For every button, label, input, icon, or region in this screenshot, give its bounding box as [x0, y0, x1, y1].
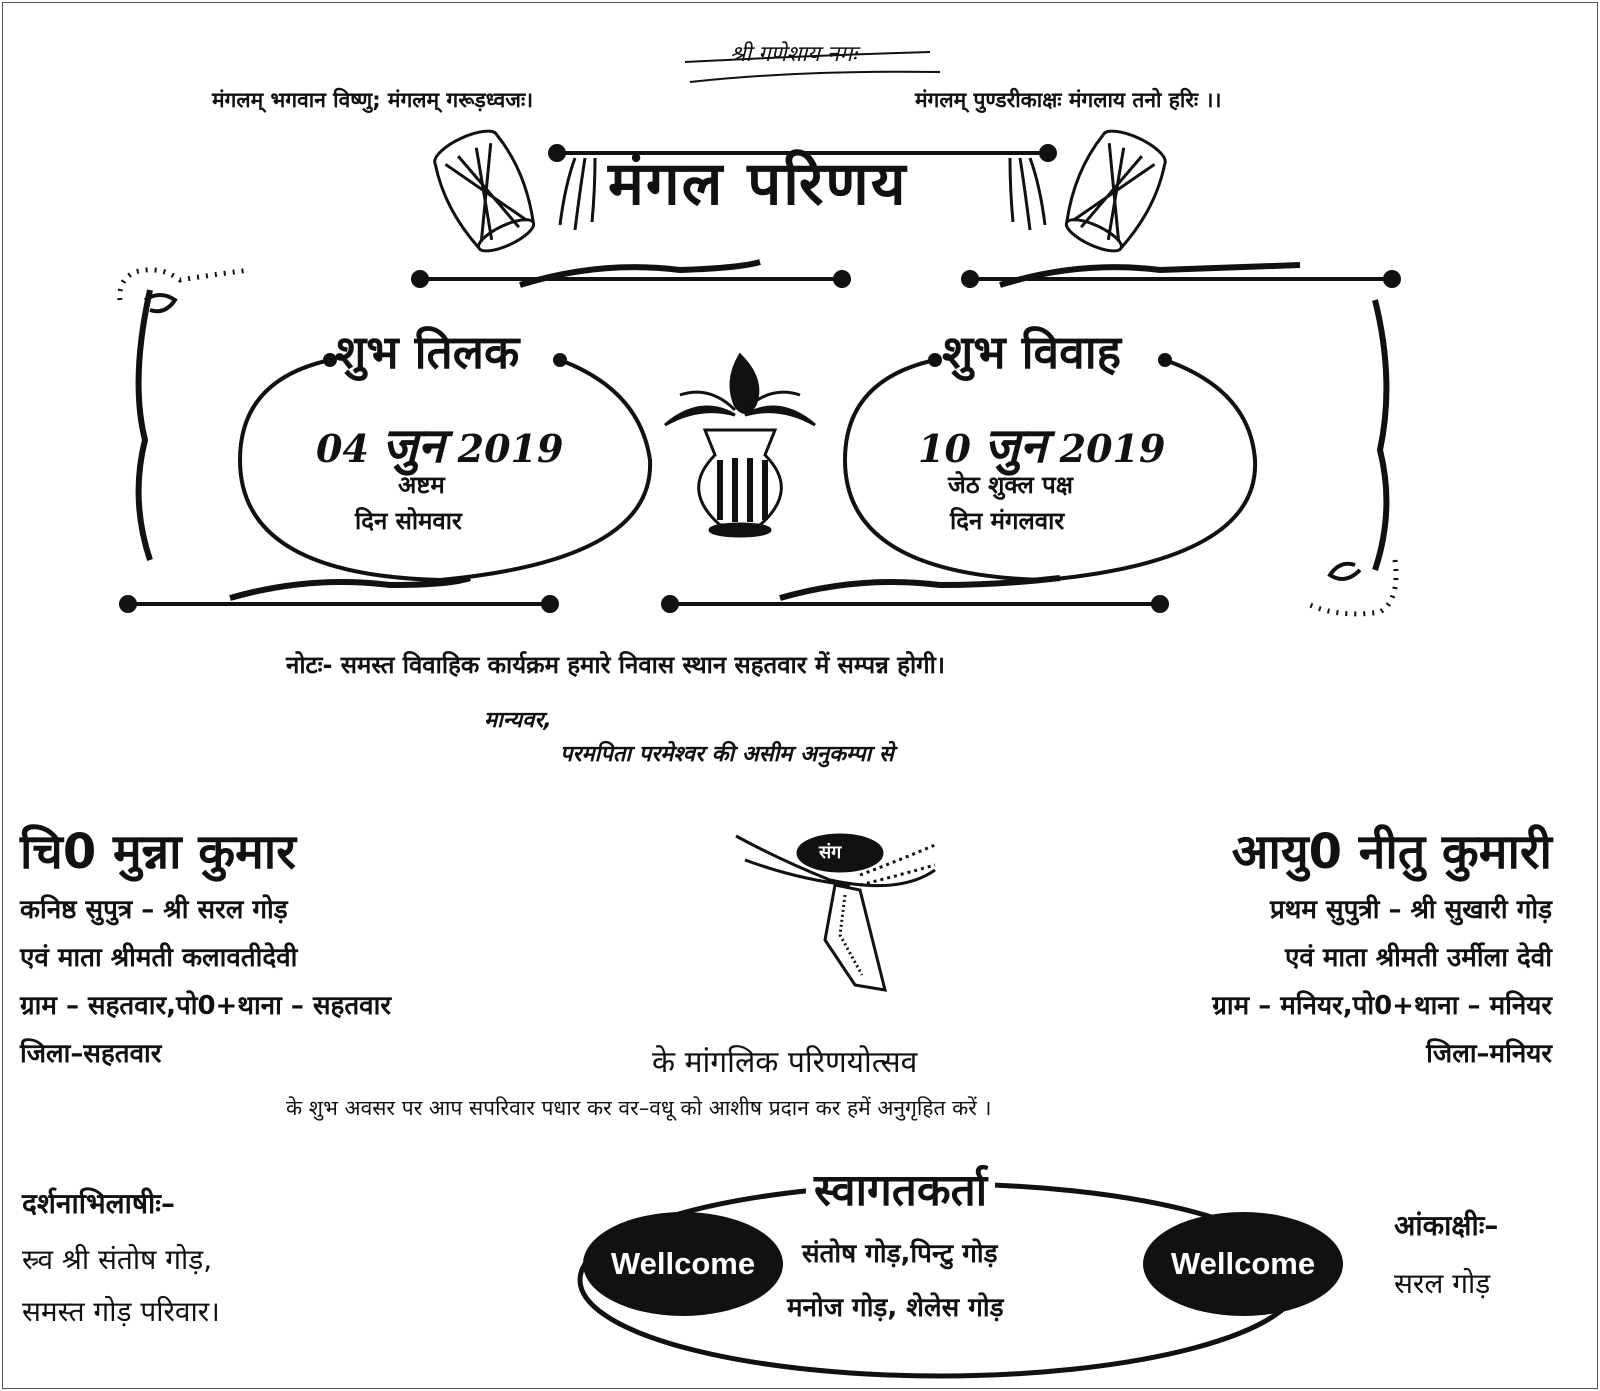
vivah-year: 2019 — [1059, 426, 1166, 471]
bride-line: जिला–मनियर — [1426, 1039, 1552, 1069]
tilak-tithi: अष्टम — [398, 471, 445, 499]
groom-line: ग्राम – सहतवार,पो0+थाना – सहतवार — [20, 991, 391, 1021]
dholak-drum-left-icon — [426, 122, 546, 261]
groom-line: जिला–सहतवार — [20, 1039, 162, 1069]
bride-name: आयु0 नीतु कुमारी — [1231, 824, 1552, 880]
sang-badge: संग — [819, 842, 842, 863]
kalash-icon — [665, 355, 815, 536]
tilak-year: 2019 — [457, 426, 564, 471]
swagatkarta-line-2: मनोज गोड़, शेलेस गोड़ — [787, 1293, 1004, 1323]
vivah-month: जुन — [984, 418, 1047, 474]
bride-line: प्रथम सुपुत्री – श्री सुखारी गोड़ — [1269, 895, 1552, 925]
mantra-right: मंगलम् पुण्डरीकाक्षः मंगलाय तनो हरिः ।। — [915, 88, 1222, 112]
mantra-left: मंगलम् भगवान विष्णु; मंगलम् गरूड़ध्वजः। — [212, 88, 534, 112]
tilak-month: जुन — [382, 418, 445, 474]
bride-line: ग्राम – मनियर,पो0+थाना – मनियर — [1212, 991, 1552, 1021]
vivah-title: शुभ विवाह — [942, 325, 1122, 379]
welcome-left-label: Wellcome — [610, 1246, 756, 1281]
swagatkarta-heading: स्वागतकर्ता — [806, 1158, 995, 1218]
akankshi-name: सरल गोड़ — [1394, 1267, 1491, 1300]
tilak-day: 04 — [316, 426, 369, 471]
swagatkarta-line-1: संतोष गोड़,पिन्टु गोड़ — [802, 1239, 998, 1269]
vivah-day: 10 — [918, 426, 971, 471]
vivah-weekday: दिन मंगलवार — [950, 507, 1065, 535]
groom-name: चि0 मुन्ना कुमार — [20, 824, 296, 880]
event-name: के मांगलिक परिणयोत्सव — [652, 1045, 918, 1080]
page-title: मंगल परिणय — [608, 149, 908, 219]
welcome-right-label: Wellcome — [1170, 1246, 1316, 1281]
tilak-title: शुभ तिलक — [335, 325, 520, 379]
dholak-drum-right-icon — [1055, 122, 1175, 261]
salutation: मान्यवर, — [484, 708, 552, 733]
vivah-tithi: जेठ शुक्ल पक्ष — [948, 471, 1073, 499]
groom-line: कनिष्ठ सुपुत्र – श्री सरल गोड़ — [20, 895, 288, 925]
groom-line: एवं माता श्रीमती कलावतीदेवी — [20, 943, 298, 973]
tilak-weekday: दिन सोमवार — [355, 507, 462, 535]
invitation-line: के शुभ अवसर पर आप सपरिवार पधार कर वर–वधू को आशीष प्रदान कर हमें अनुगृहित करें । — [286, 1096, 992, 1120]
darshanabhilashi-line: समस्त गोड़ परिवार। — [22, 1295, 220, 1328]
darshanabhilashi-heading: दर्शनाभिलाषीः– — [22, 1187, 175, 1220]
darshanabhilashi-line: स्र्व श्री संतोष गोड़, — [22, 1243, 213, 1276]
ganesh-invocation: श्री गणेशाय नमः — [730, 42, 857, 67]
bride-line: एवं माता श्रीमती उर्मीला देवी — [1284, 943, 1552, 973]
venue-note: नोटः- समस्त विवाहिक कार्यक्रम हमारे निवास स्थान सहतवार में सम्पन्न होगी। — [286, 651, 945, 679]
akankshi-heading: आंकाक्षीः– — [1394, 1209, 1499, 1242]
greeting-line: परमपिता परमेश्वर की असीम अनुकम्पा से — [560, 742, 894, 767]
